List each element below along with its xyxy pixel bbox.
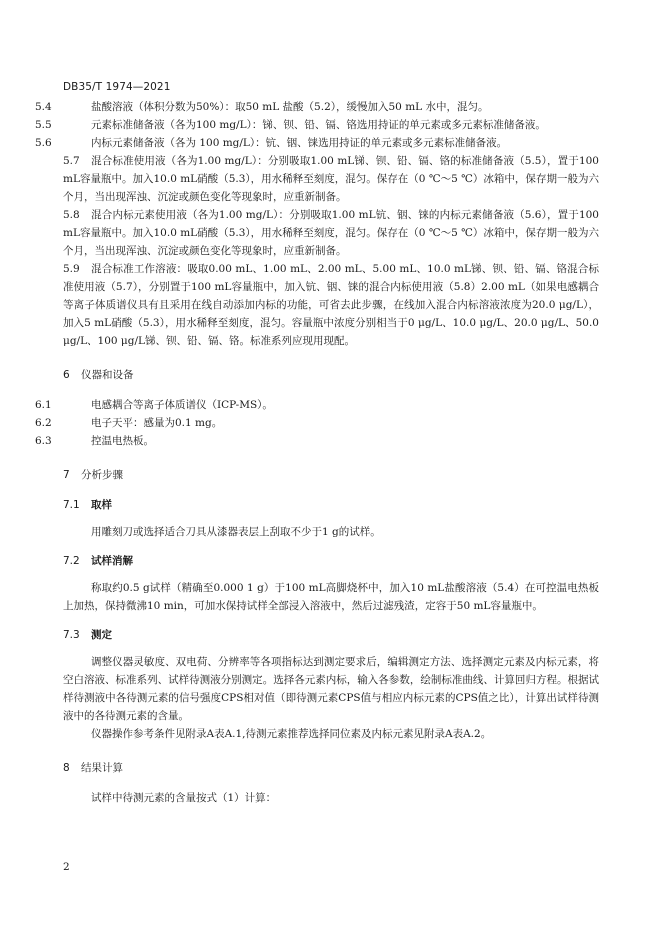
clause-number: 5.9 <box>63 263 80 275</box>
clause-text: 混合标准使用液（各为1.00 mg/L）：分别吸取1.00 mL锑、钡、铅、镉、铬的标准储备液（5.5），置于100 mL容量瓶中。加入10.0 mL硝酸（5.3），用水稀释至刻度，混匀。保存在（0 ℃～5 ℃）冰箱中，保存期一般为六个月，当出现浑浊、沉淀或颜色变化等现象时，应重新制备。 <box>63 155 599 203</box>
clause-number: 6.1 <box>35 399 52 411</box>
clause-6-1 <box>35 396 599 414</box>
subsection-heading-7-2 <box>63 552 599 570</box>
subsection-heading-7-3 <box>63 626 599 644</box>
clause-5-7 <box>63 152 599 206</box>
subsection-title: 取样 <box>91 499 112 511</box>
clause-text: 电感耦合等离子体质谱仪（ICP-MS）。 <box>91 399 273 411</box>
section-title: 分析步骤 <box>81 469 123 481</box>
clause-5-4 <box>35 98 599 116</box>
clause-number: 5.4 <box>35 101 52 113</box>
section-title: 结果计算 <box>81 762 123 774</box>
clause-5-5 <box>35 116 599 134</box>
paragraph-8: 试样中待测元素的含量按式（1）计算： <box>91 792 277 804</box>
section-heading-7 <box>63 466 599 484</box>
section-heading-6 <box>63 366 599 384</box>
clause-number: 5.5 <box>35 119 52 131</box>
clause-number: 5.6 <box>35 137 52 149</box>
clause-number: 6.3 <box>35 435 52 447</box>
section-number: 6 <box>63 369 70 381</box>
clause-text: 内标元素储备液（各为 100 mg/L）：钪、铟、铼选用持证的单元素或多元素标准储备液。 <box>91 137 508 149</box>
subsection-heading-7-1 <box>63 496 599 514</box>
document-body <box>35 98 599 807</box>
clause-5-6 <box>35 134 599 152</box>
section-number: 8 <box>63 762 70 774</box>
section-number: 7 <box>63 469 70 481</box>
clause-text: 混合内标元素使用液（各为1.00 mg/L）：分别吸取1.00 mL钪、铟、铼的内标元素储备液（5.6），置于100 mL容量瓶中。加入10.0 mL硝酸（5.3），用水稀释至刻度，混匀。保存在（0 ℃～5 ℃）冰箱中，保存期一般为六个月，当出现浑浊、沉淀或颜色变化等现象时，应重新制备。 <box>63 209 599 257</box>
clause-text: 混合标准工作溶液：吸取0.00 mL、1.00 mL、2.00 mL、5.00 mL、10.0 mL锑、钡、铅、镉、铬混合标准使用液（5.7），分别置于100 mL容量瓶中，加入钪、铟、铼的混合内标使用液（5.8）2.00 mL（如果电感耦合等离子体质谱仪具有且采用在线自动添加内标的功能，可省去此步骤，在线加入混合内标溶液浓度为20.0 μg/L），加入5 mL硝酸（5.3），用水稀释至刻度，混匀。容量瓶中浓度分别相当于0 μg/L、10.0 μg/L、20.0 μg/L、50.0 μg/L、100 μg/L锑、钡、铅、镉、铬。标准系列应现用现配。 <box>63 263 599 347</box>
subsection-number: 7.2 <box>63 555 80 567</box>
paragraph-7-2: 称取约0.5 g试样（精确至0.000 1 g）于100 mL高脚烧杯中，加入10 mL盐酸溶液（5.4）在可控温电热板上加热，保持微沸10 min，可加水保持试样全部浸入溶液中，然后过滤残渣，定容于50 mL容量瓶中。 <box>63 582 599 612</box>
subsection-number: 7.1 <box>63 499 80 511</box>
clause-text: 元素标准储备液（各为100 mg/L）：锑、钡、铅、镉、铬选用持证的单元素或多元素标准储备液。 <box>91 119 546 131</box>
clause-6-2 <box>35 414 599 432</box>
clause-number: 5.7 <box>63 155 80 167</box>
clause-5-9 <box>63 260 599 350</box>
section-title: 仪器和设备 <box>81 369 134 381</box>
subsection-title: 测定 <box>91 629 112 641</box>
clause-text: 电子天平：感量为0.1 mg。 <box>91 417 223 429</box>
clause-5-8 <box>63 206 599 260</box>
subsection-title: 试样消解 <box>91 555 133 567</box>
section-heading-8 <box>63 759 599 777</box>
clause-text: 盐酸溶液（体积分数为50%）：取50 mL 盐酸（5.2），缓慢加入50 mL 水中，混匀。 <box>91 101 489 113</box>
clause-number: 6.2 <box>35 417 52 429</box>
subsection-number: 7.3 <box>63 629 80 641</box>
paragraph-7-3-b: 仪器操作参考条件见附录A表A.1,待测元素推荐选择同位素及内标元素见附录A表A.2。 <box>91 728 492 740</box>
clause-text: 控温电热板。 <box>91 435 154 447</box>
document-code: DB35/T 1974—2021 <box>63 81 171 93</box>
clause-6-3 <box>35 432 599 450</box>
page-number: 2 <box>63 861 70 873</box>
clause-number: 5.8 <box>63 209 80 221</box>
paragraph-7-1: 用雕刻刀或选择适合刀具从漆器表层上刮取不少于1 g的试样。 <box>91 526 381 538</box>
paragraph-7-3-a: 调整仪器灵敏度、双电荷、分辨率等各项指标达到测定要求后，编辑测定方法、选择测定元素及内标元素，将空白溶液、标准系列、试样待测液分别测定。选择各元素内标，输入各参数，绘制标准曲线、计算回归方程。根据试样待测液中各待测元素的信号强度CPS相对值（即待测元素CPS值与相应内标元素的CPS值之比），计算出试样待测液中的各待测元素的含量。 <box>63 656 599 722</box>
